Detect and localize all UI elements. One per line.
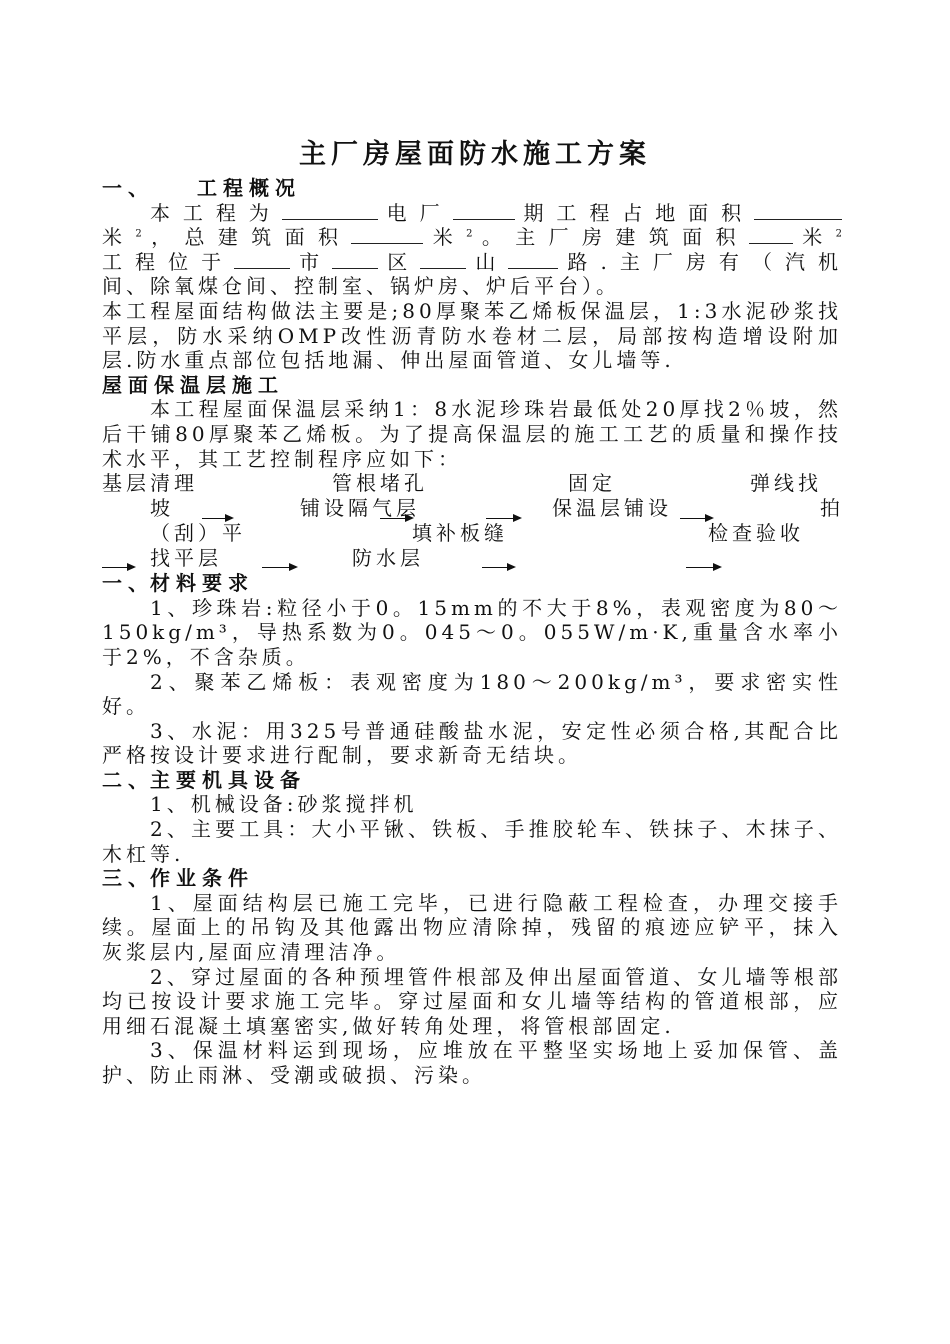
section-heading-conditions xyxy=(102,866,842,891)
section-heading-materials xyxy=(102,571,842,596)
materials-item-1: 1、珍珠岩:粒径小于0。15mm的不大于8%，表观密度为80～150kg/m³，导热系数为0。045～0。055W/m·K,重量含水率小于2%，不含杂质。 xyxy=(102,595,842,669)
flow-step: 坡 xyxy=(150,496,174,521)
overview-line-1: 本工程为 电厂 期工程占地面积 xyxy=(102,201,842,226)
flow-step: 拍 xyxy=(820,496,844,521)
flow-arrow xyxy=(102,567,134,568)
conditions-item-1: 1、屋面结构层已施工完毕，已进行隐蔽工程检查，办理交接手续。屋面上的吊钩及其他露出物应清除掉，残留的痕迹应铲平，抹入灰浆层内,屋面应清理洁净。 xyxy=(102,890,842,965)
flow-arrow xyxy=(686,567,720,568)
section-number: 一、 xyxy=(102,176,154,200)
overview-line-4: 间、除氧煤仓间、控制室、锅炉房、炉后平台）。 xyxy=(102,274,620,299)
overview-line-3: 工程位于 市 区 山 路.主厂房有（汽机 xyxy=(102,249,843,274)
conditions-item-3: 3、保温材料运到现场，应堆放在平整坚实场地上妥加保管、盖护、防止雨淋、受潮或破损、污染。 xyxy=(102,1038,842,1087)
flow-step: 铺设隔气层 xyxy=(300,496,420,521)
blank-mountain xyxy=(420,250,466,269)
section-title: 作业条件 xyxy=(150,866,254,891)
insulation-paragraph: 本工程屋面保温层采纳1：8水泥珍珠岩最低处20厚找2％坡，然后干铺80厚聚苯乙烯板。为了提高保温层的施工工艺的质量和操作技术水平，其工艺控制程序应如下： xyxy=(102,397,842,471)
flow-arrow xyxy=(486,518,520,519)
flow-arrow xyxy=(380,518,412,519)
blank-road xyxy=(508,250,558,269)
flow-step: 管根堵孔 xyxy=(332,471,428,496)
section-heading-equipment xyxy=(102,768,842,793)
flow-arrow xyxy=(482,567,514,568)
section-number: 二、 xyxy=(102,767,154,792)
materials-item-3: 3、水泥：用325号普通硅酸盐水泥，安定性必须合格,其配合比严格按设计要求进行配制，要求新奇无结块。 xyxy=(102,718,842,768)
conditions-item-2: 2、穿过屋面的各种预埋管件根部及伸出屋面管道、女儿墙等根部均已按设计要求施工完毕。穿过屋面和女儿墙等结构的管道根部，应用细石混凝土填塞密实,做好转角处理，将管根部固定. xyxy=(102,964,842,1038)
flow-step: 防水层 xyxy=(352,546,424,571)
equipment-item-1: 1、机械设备:砂浆搅拌机 xyxy=(150,792,418,817)
flow-step: 保温层铺设 xyxy=(552,496,672,521)
blank-plant-name xyxy=(282,201,378,220)
overview-line-2: 米$^2$，总建筑面积 米$^2$。主厂房建筑面积 米$^2$ xyxy=(102,225,842,250)
flow-step: 基层清理 xyxy=(102,471,198,496)
flow-step: 填补板缝 xyxy=(412,521,508,546)
section-title: 材料要求 xyxy=(150,571,254,596)
section-heading-overview xyxy=(102,176,842,201)
flow-step: 找平层 xyxy=(150,546,222,571)
blank-land-area xyxy=(754,201,842,220)
flow-step: 固定 xyxy=(568,471,616,496)
section-heading-insulation: 屋面保温层施工 xyxy=(102,372,284,397)
blank-phase xyxy=(453,201,515,220)
flow-step: 检查验收 xyxy=(708,521,804,546)
document-body xyxy=(102,176,842,1088)
flow-arrow xyxy=(680,518,712,519)
section-title: 主要机具设备 xyxy=(150,767,306,792)
blank-total-area xyxy=(351,225,423,244)
equipment-item-2: 2、主要工具：大小平锹、铁板、手推胶轮车、铁抹子、木抹子、木杠等. xyxy=(102,817,842,866)
overview-structure-paragraph: 本工程屋面结构做法主要是;80厚聚苯乙烯板保温层，1:3水泥砂浆找平层，防水采纳OMP改性沥青防水卷材二层，局部按构造增设附加层.防水重点部位包括地漏、伸出屋面管道、女儿墙等. xyxy=(102,298,842,373)
flow-step: （刮）平 xyxy=(150,521,246,546)
section-number: 一、 xyxy=(102,571,154,596)
flow-arrow xyxy=(262,567,296,568)
section-title: 工程概况 xyxy=(197,176,301,200)
process-flow xyxy=(102,471,842,571)
flow-step: 弹线找 xyxy=(750,471,822,496)
blank-city xyxy=(234,250,290,269)
section-number: 三、 xyxy=(102,866,154,891)
blank-building-area xyxy=(749,225,793,244)
materials-item-2: 2、聚苯乙烯板：表观密度为180～200kg/m³，要求密实性好。 xyxy=(102,669,842,719)
flow-arrow xyxy=(202,518,232,519)
page-title: 主厂房屋面防水施工方案 xyxy=(299,139,651,170)
blank-district xyxy=(332,250,378,269)
